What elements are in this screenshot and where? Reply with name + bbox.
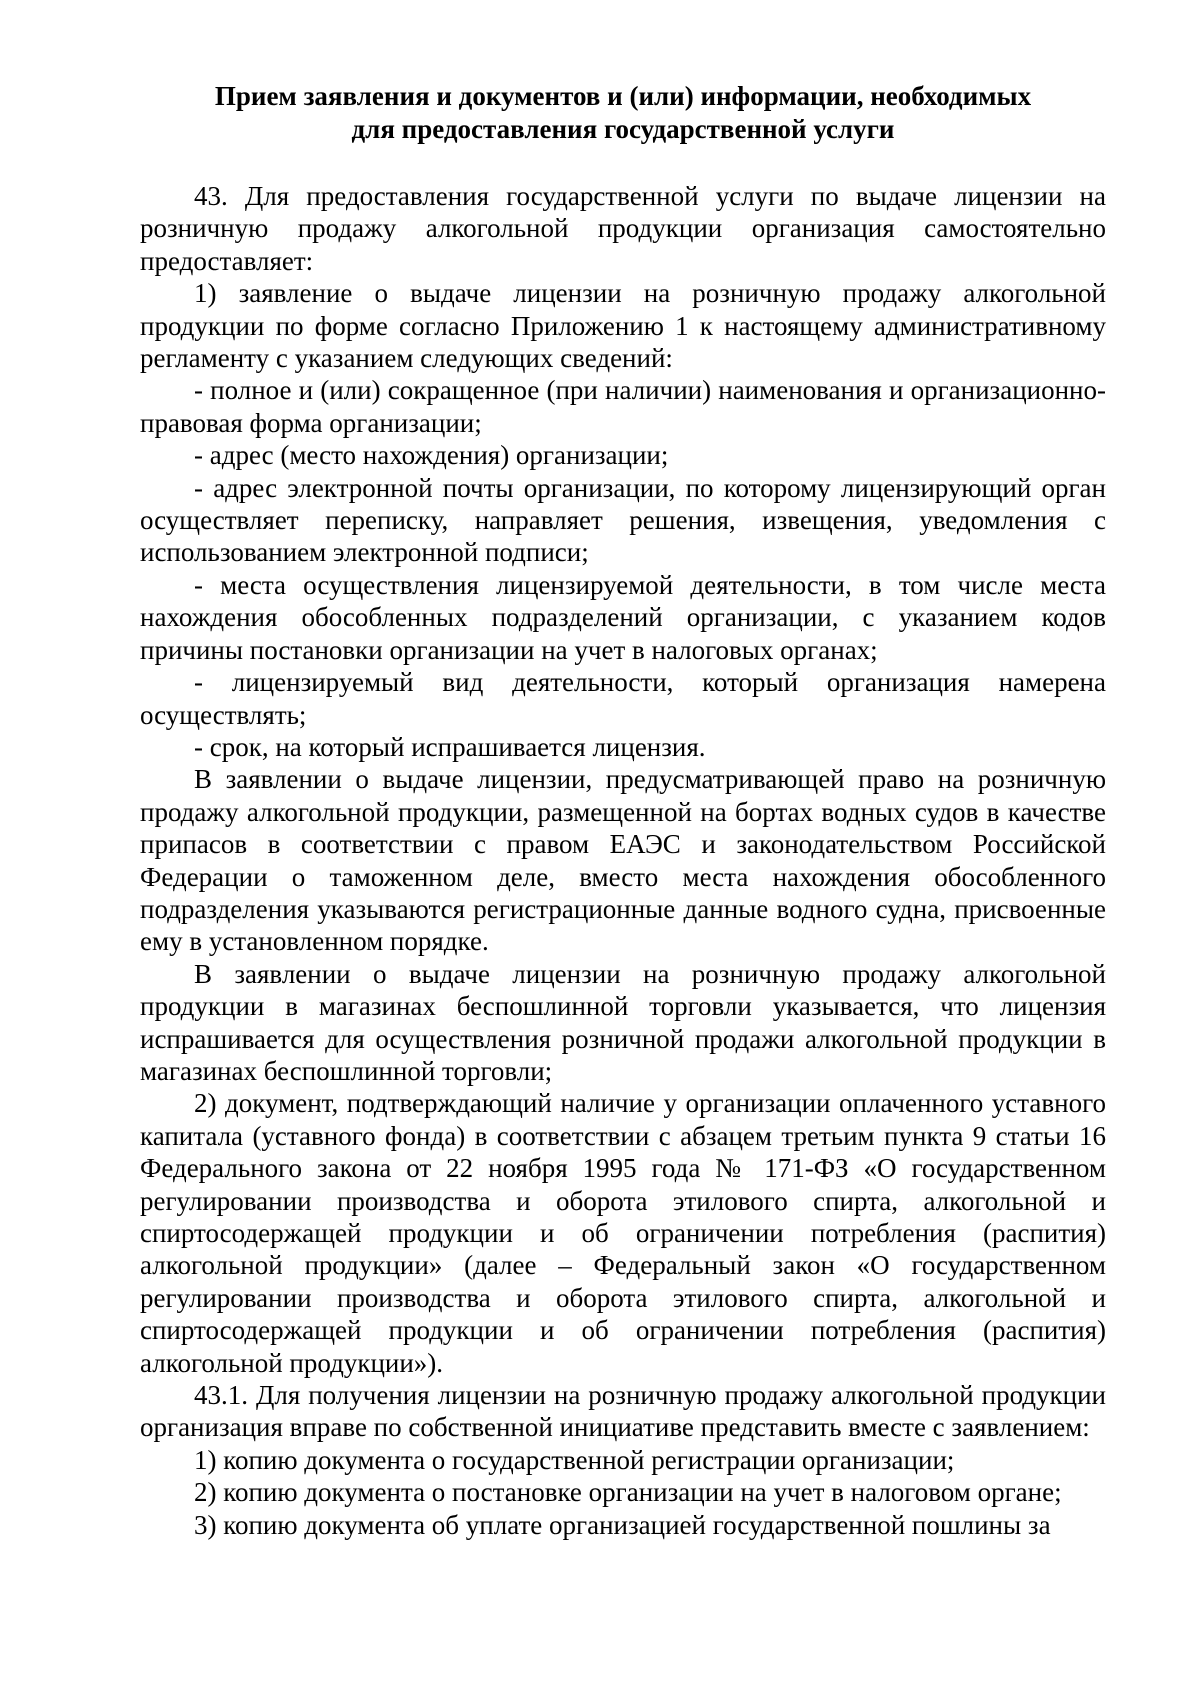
paragraph-vessels: В заявлении о выдаче лицензии, предусматривающей право на розничную продажу алкогольной продукции, размещенной на бортах водных судов в качестве припасов в соответствии с правом ЕАЭС и законодательством Российской Федерации о таможенном деле, вместо места нахождения обособленного подразделения указываются регистрационные данные водного судна, присвоенные ему в установленном порядке. xyxy=(140,764,1106,957)
paragraph-item-2: 2) документ, подтверждающий наличие у организации оплаченного уставного капитала (уставного фонда) в соответствии с абзацем третьим пункта 9 статьи 16 Федерального закона от 22 ноября 1995 года № 171-ФЗ «О государственном регулировании производства и оборота этилового спирта, алкогольной и спиртосодержащей продукции и об ограничении потребления (распития) алкогольной продукции» (далее – Федеральный закон «О государственном регулировании производства и оборота этилового спирта, алкогольной и спиртосодержащей продукции и об ограничении потребления (распития) алкогольной продукции»). xyxy=(140,1088,1106,1378)
list-item-email: - адрес электронной почты организации, по которому лицензирующий орган осуществляет переписку, направляет решения, извещения, уведомления с использованием электронной подписи; xyxy=(140,472,1106,568)
paragraph-43-1: 43.1. Для получения лицензии на розничную продажу алкогольной продукции организация вправе по собственной инициативе представить вместе с заявлением: xyxy=(140,1380,1106,1443)
title-line-1: Прием заявления и документов и (или) информации, необходимых xyxy=(214,81,1032,111)
title-line-2: для предоставления государственной услуги xyxy=(351,114,895,144)
list-item-address: - адрес (место нахождения) организации; xyxy=(194,440,669,471)
list-item-activity: - лицензируемый вид деятельности, который организация намерена осуществлять; xyxy=(140,667,1106,730)
document-body xyxy=(140,180,1106,1541)
paragraph-43-1-item-3: 3) копию документа об уплате организацией государственной пошлины за xyxy=(194,1509,1051,1540)
paragraph-duty-free: В заявлении о выдаче лицензии на розничную продажу алкогольной продукции в магазинах беспошлинной торговли указывается, что лицензия испрашивается для осуществления розничной продажи алкогольной продукции в магазинах беспошлинной торговли; xyxy=(140,958,1106,1086)
document-title xyxy=(140,80,1106,146)
paragraph-43-1-item-1: 1) копию документа о государственной регистрации организации; xyxy=(194,1444,955,1475)
list-item-name: - полное и (или) сокращенное (при наличии) наименования и организационно-правовая форма организации; xyxy=(140,375,1106,438)
document-page xyxy=(140,80,1106,1541)
list-item-places: - места осуществления лицензируемой деятельности, в том числе места нахождения обособленных подразделений организации, с указанием кодов причины постановки организации на учет в налоговых органах; xyxy=(140,569,1106,665)
paragraph-item-1: 1) заявление о выдаче лицензии на розничную продажу алкогольной продукции по форме согласно Приложению 1 к настоящему административному регламенту с указанием следующих сведений: xyxy=(140,278,1106,374)
paragraph-43: 43. Для предоставления государственной услуги по выдаче лицензии на розничную продажу алкогольной продукции организация самостоятельно предоставляет: xyxy=(140,181,1106,276)
list-item-term: - срок, на который испрашивается лицензия. xyxy=(194,731,706,762)
paragraph-43-1-item-2: 2) копию документа о постановке организации на учет в налоговом органе; xyxy=(194,1477,1062,1508)
